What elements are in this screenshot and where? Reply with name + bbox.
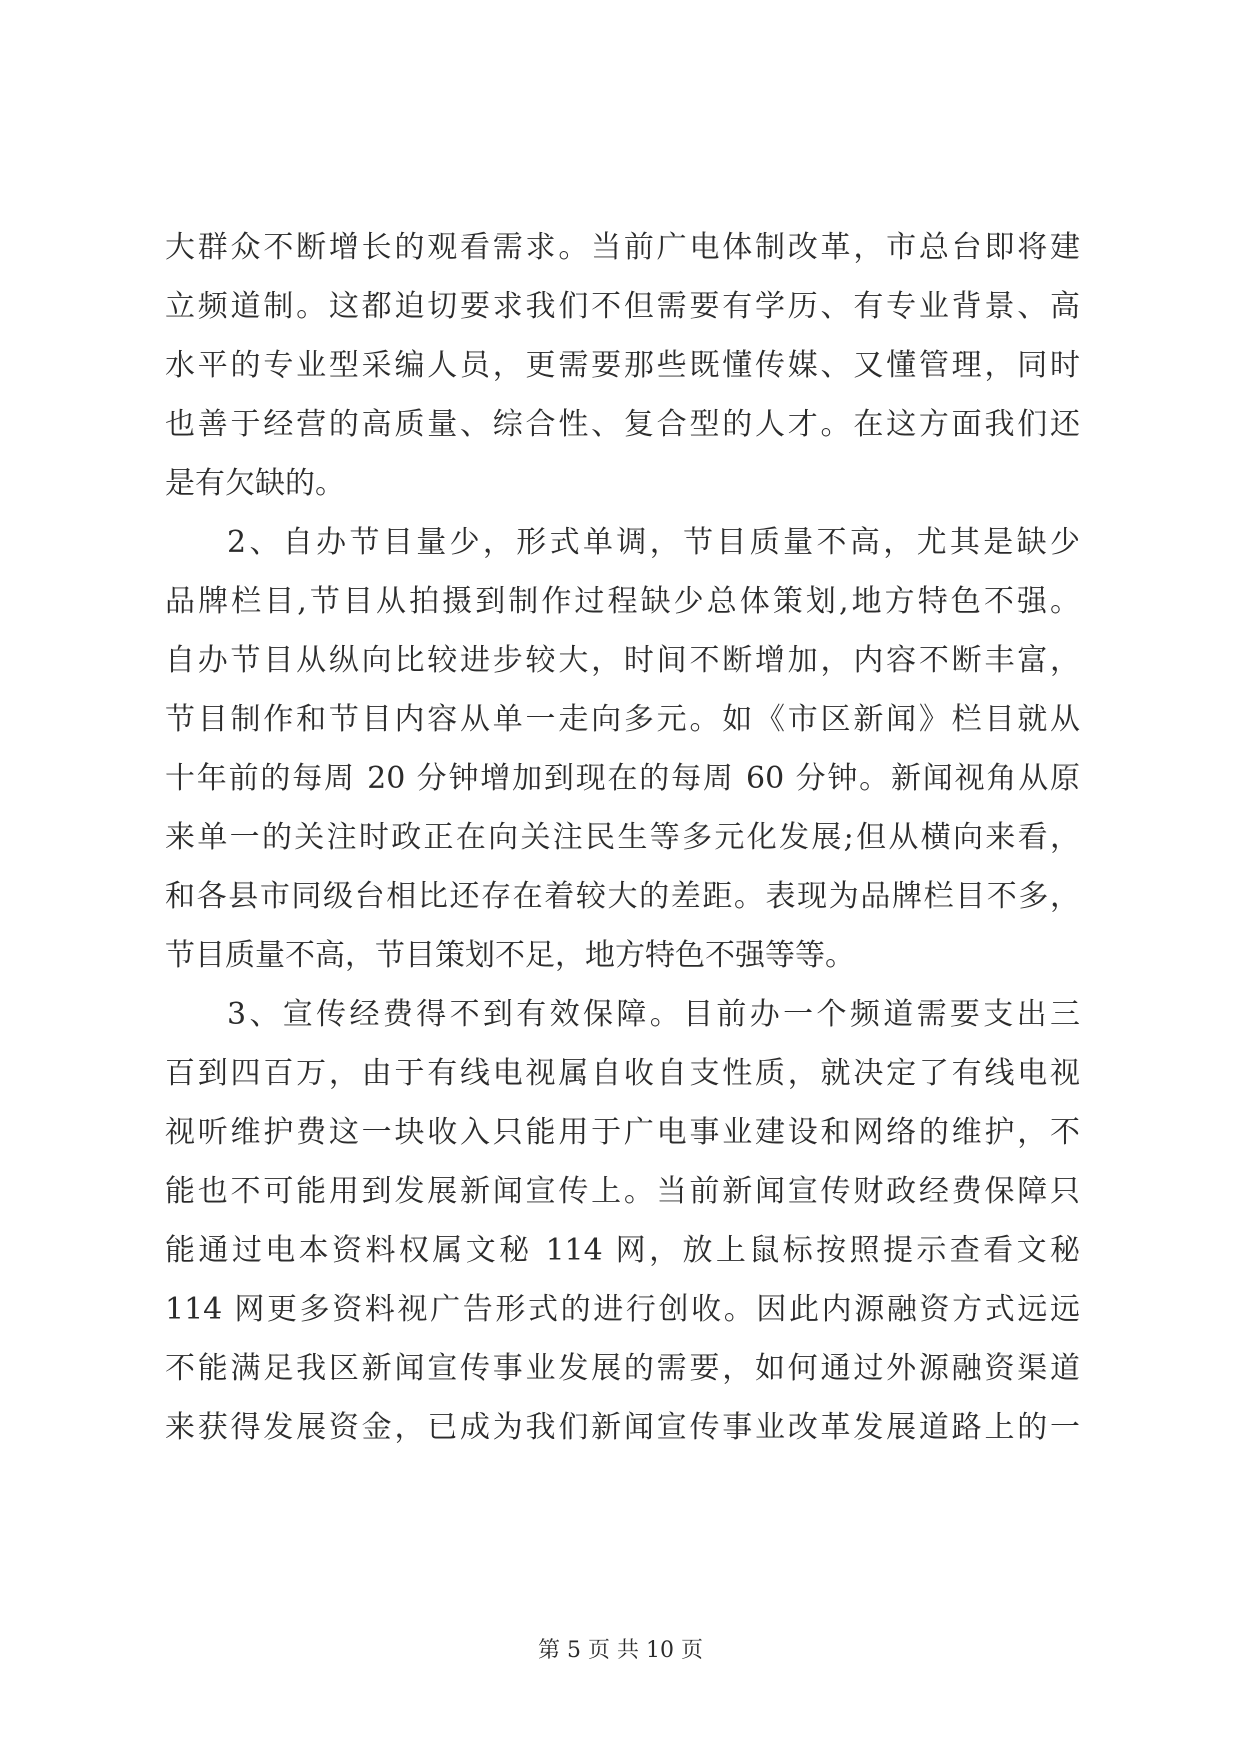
text-line: 来获得发展资金，已成为我们新闻宣传事业改革发展道路上的一 <box>165 1410 1080 1445</box>
text-line: 视听维护费这一块收入只能用于广电事业建设和网络的维护，不 <box>165 1115 1080 1150</box>
text-line: 品牌栏目,节目从拍摄到制作过程缺少总体策划,地方特色不强。 <box>165 584 1080 619</box>
text-line: 百到四百万，由于有线电视属自收自支性质，就决定了有线电视 <box>165 1056 1080 1091</box>
text-line: 节目制作和节目内容从单一走向多元。如《市区新闻》栏目就从 <box>165 702 1080 737</box>
text-line: 能也不可能用到发展新闻宣传上。当前新闻宣传财政经费保障只 <box>165 1174 1080 1209</box>
paragraph-2-start: 2、自办节目量少，形式单调，节目质量不高，尤其是缺少 <box>227 525 1080 560</box>
text-line: 能通过电本资料权属文秘 114 网，放上鼠标按照提示查看文秘 <box>165 1233 1080 1268</box>
text-line: 十年前的每周 20 分钟增加到现在的每周 60 分钟。新闻视角从原 <box>165 761 1080 796</box>
paragraph-3-start: 3、宣传经费得不到有效保障。目前办一个频道需要支出三 <box>227 997 1080 1032</box>
text-line: 来单一的关注时政正在向关注民生等多元化发展;但从横向来看， <box>165 820 1080 855</box>
text-line: 水平的专业型采编人员，更需要那些既懂传媒、又懂管理，同时 <box>165 348 1080 383</box>
text-line: 和各县市同级台相比还存在着较大的差距。表现为品牌栏目不多， <box>165 879 1080 914</box>
page-number-footer: 第 5 页 共 10 页 <box>538 1638 703 1663</box>
text-line: 大群众不断增长的观看需求。当前广电体制改革，市总台即将建 <box>165 230 1080 265</box>
text-line: 也善于经营的高质量、综合性、复合型的人才。在这方面我们还 <box>165 407 1080 442</box>
text-line: 立频道制。这都迫切要求我们不但需要有学历、有专业背景、高 <box>165 289 1080 324</box>
text-line: 114 网更多资料视广告形式的进行创收。因此内源融资方式远远 <box>165 1292 1080 1327</box>
text-line: 节目质量不高，节目策划不足，地方特色不强等等。 <box>165 938 855 973</box>
text-line: 不能满足我区新闻宣传事业发展的需要，如何通过外源融资渠道 <box>165 1351 1080 1386</box>
text-line: 自办节目从纵向比较进步较大，时间不断增加，内容不断丰富， <box>165 643 1080 678</box>
text-line: 是有欠缺的。 <box>165 466 345 501</box>
